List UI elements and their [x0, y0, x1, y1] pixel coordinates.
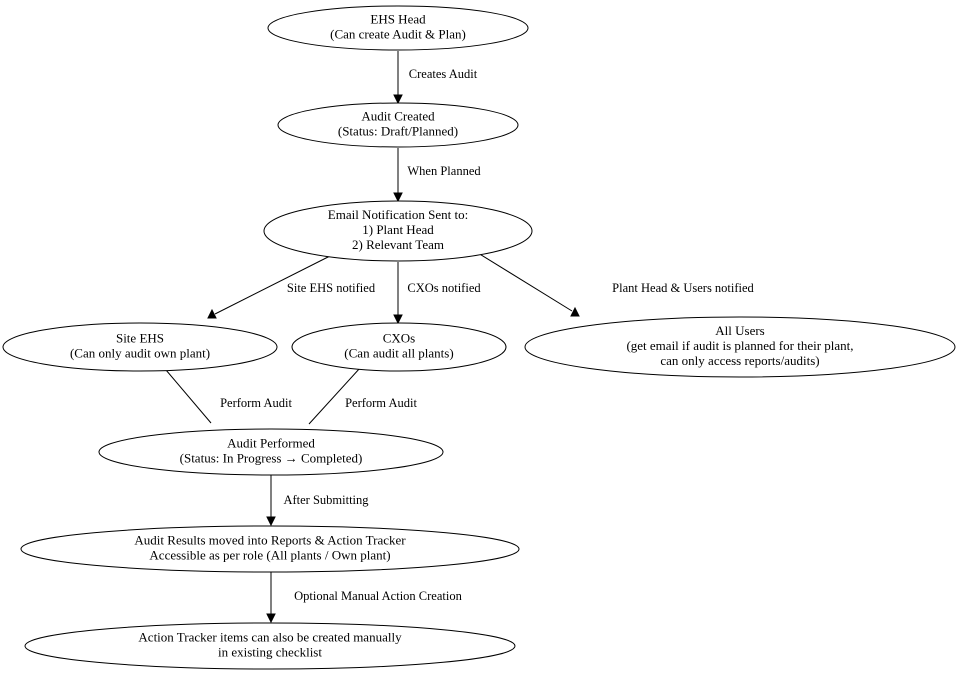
node-label-line: Audit Performed: [227, 435, 315, 451]
node-label-line: (Can audit all plants): [344, 345, 454, 361]
edge-label: Perform Audit: [220, 395, 292, 410]
node-label-line: (Status: Draft/Planned): [337, 123, 459, 139]
node-label-line: (Can only audit own plant): [69, 345, 211, 361]
node-label-line: Site EHS: [115, 330, 165, 346]
edge-label: CXOs notified: [407, 280, 481, 295]
node-label-line: 2) Relevant Team: [352, 236, 444, 252]
edge-plant-head-users-notified: [478, 253, 755, 316]
node-label-line: Accessible as per role (All plants / Own plant): [149, 547, 391, 563]
node-audit-performed[interactable]: [99, 429, 443, 475]
arrow-head-icon: [267, 614, 275, 622]
edge-cxos-notified: [394, 262, 481, 323]
edge-label: Site EHS notified: [286, 280, 376, 295]
node-cxos[interactable]: [292, 323, 506, 371]
node-label-line: can only access reports/audits): [660, 352, 820, 368]
node-label-line: EHS Head: [370, 11, 426, 27]
edge-label: Plant Head & Users notified: [612, 280, 754, 295]
node-email-notification[interactable]: [264, 201, 532, 261]
arrow-head-icon: [208, 310, 216, 318]
node-label-line: 1) Plant Head: [362, 221, 434, 237]
arrow-head-icon: [571, 308, 579, 316]
edge-after-submitting: [267, 475, 369, 525]
arrow-head-icon: [394, 193, 402, 201]
edge-line: [166, 370, 211, 423]
node-action-tracker[interactable]: [25, 623, 515, 669]
node-label-line: in existing checklist: [218, 644, 322, 660]
node-label-line: Audit Results moved into Reports & Action Tracker: [134, 532, 406, 548]
edge-label: After Submitting: [283, 492, 369, 507]
node-label-line: Email Notification Sent to:: [327, 206, 469, 222]
arrow-head-icon: [394, 315, 402, 323]
node-audit-results[interactable]: [21, 526, 519, 572]
node-label-line: Audit Created: [361, 108, 435, 124]
edge-site-ehs-perform-audit: [166, 370, 292, 423]
node-label-line: CXOs: [382, 330, 416, 346]
node-label-line: (Can create Audit & Plan): [330, 26, 466, 42]
node-all-users[interactable]: [525, 317, 955, 377]
edge-label: Perform Audit: [345, 395, 417, 410]
node-label-line: All Users: [715, 322, 765, 338]
edge-line: [478, 253, 572, 311]
node-site-ehs[interactable]: [3, 323, 277, 371]
arrow-head-icon: [394, 95, 402, 103]
node-label-line: (get email if audit is planned for their plant,: [626, 337, 854, 353]
edge-label: Optional Manual Action Creation: [294, 588, 462, 603]
node-ehs-head[interactable]: [268, 6, 528, 50]
edge-label: When Planned: [407, 163, 481, 178]
node-audit-created[interactable]: [278, 103, 518, 147]
edge-cxos-perform-audit: [309, 368, 417, 424]
node-label-line: Action Tracker items can also be created manually: [138, 629, 402, 645]
arrow-head-icon: [267, 517, 275, 525]
edge-site-ehs-notified: [208, 256, 376, 318]
node-label-line: (Status: In Progress → Completed): [179, 450, 363, 466]
edge-creates-audit: [394, 51, 478, 103]
edge-optional-manual-action-creation: [267, 572, 463, 622]
edge-when-planned: [394, 148, 481, 201]
edge-label: Creates Audit: [408, 66, 478, 81]
